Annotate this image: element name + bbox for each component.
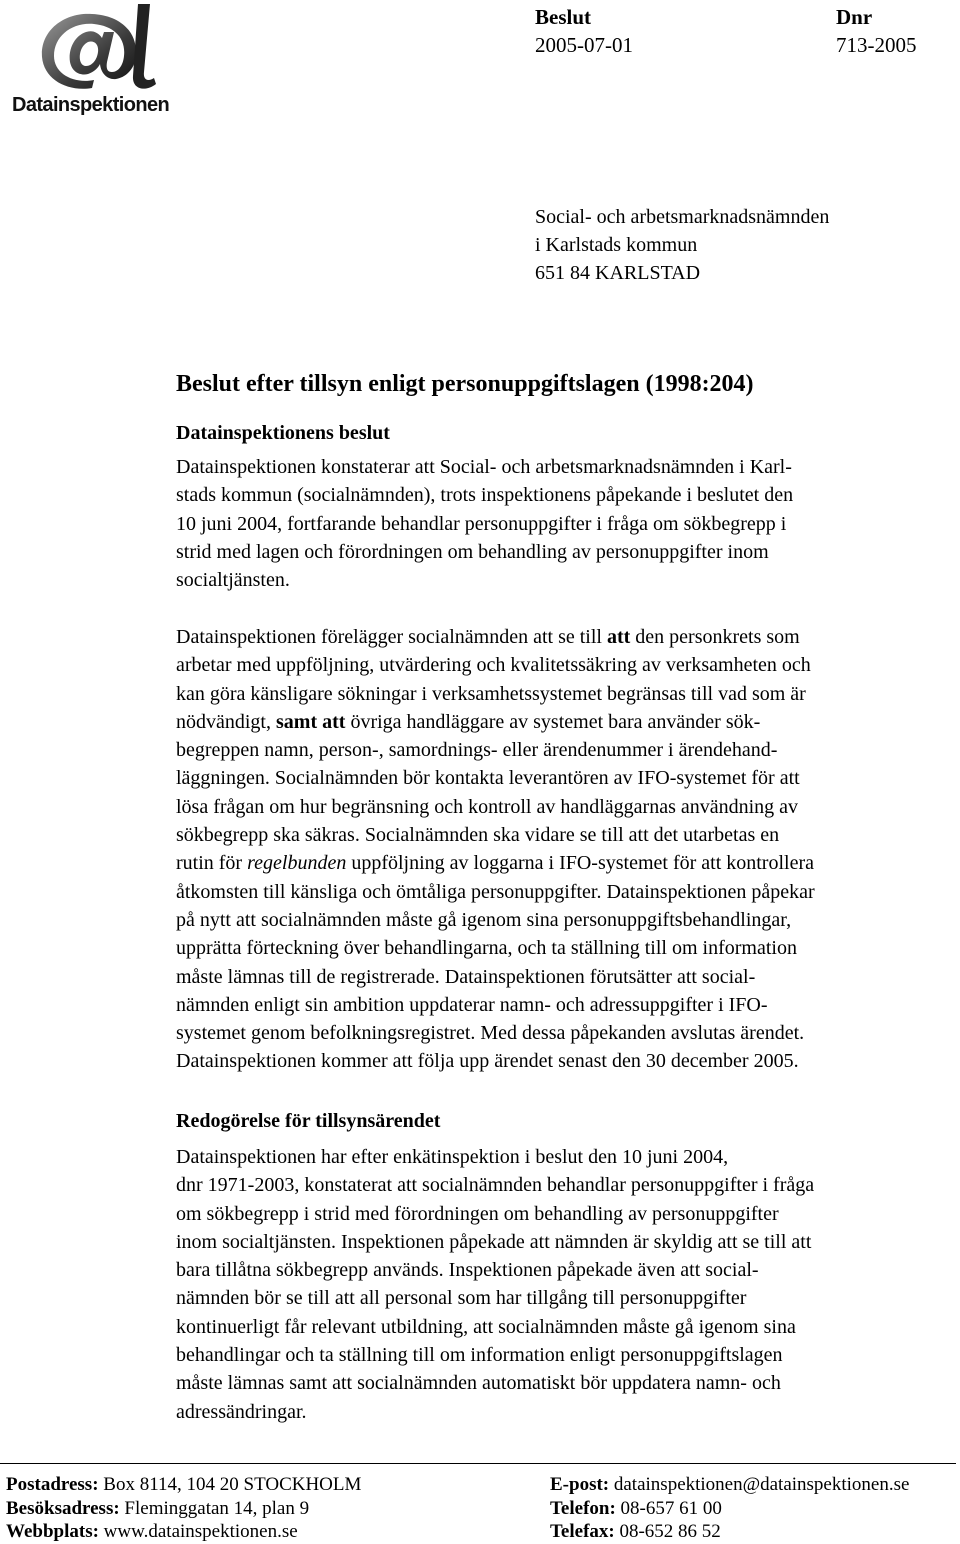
text-line: kontinuerligt får relevant utbildning, att socialnämnden måste gå igenom sina	[176, 1315, 796, 1338]
footer-divider	[0, 1463, 956, 1464]
text-line: inom socialtjänsten. Inspektionen påpekade att nämnden är skyldig att se till att	[176, 1230, 812, 1253]
text-line: kan göra känsligare sökningar i verksamhetssystemet begränsas till vad som är	[176, 682, 806, 705]
text-line: arbetar med uppföljning, utvärdering och kvalitetssäkring av verksamheten och	[176, 654, 811, 677]
recipient-line: i Karlstads kommun	[535, 234, 698, 256]
emphasis-samt-att: samt att	[276, 710, 346, 733]
text-line: Datainspektionen har efter enkätinspektion i beslut den 10 juni 2004,	[176, 1146, 729, 1168]
text-line: Datainspektionen förelägger socialnämnden att se till att den personkrets som	[176, 626, 800, 648]
text-line: 10 juni 2004, fortfarande behandlar personuppgifter i fråga om sökbegrepp i	[176, 512, 787, 535]
text-line: systemet genom befolkningsregistret. Med dessa påpekanden avslutas ärendet.	[176, 1022, 805, 1045]
text-line: behandlingar och ta ställning till om information enligt personuppgiftslagen	[176, 1344, 783, 1367]
document-title: Beslut efter tillsyn enligt personuppgiftslagen (1998:204)	[176, 371, 754, 397]
datainspektionen-logo	[10, 2, 170, 124]
section-heading-beslut: Datainspektionens beslut	[176, 422, 390, 444]
footer-epost: E-post: datainspektionen@datainspektionen.se	[550, 1474, 910, 1495]
at-sign-logo-icon	[30, 2, 180, 97]
text-line: rutin för regelbunden uppföljning av loggarna i IFO-systemet för att kontrollera	[176, 852, 814, 875]
paragraph-konstaterar	[176, 453, 956, 594]
text-line: nämnden bör se till att all personal som har tillgång till personuppgifter	[176, 1287, 747, 1310]
text-line: bara tillåtna sökbegrepp används. Inspektionen påpekade även att social-	[176, 1259, 759, 1282]
text-line: lösa frågan om hur begränsning och kontroll av handläggarnas användning av	[176, 795, 799, 818]
recipient-address	[535, 203, 829, 287]
text-line: stads kommun (socialnämnden), trots inspektionens påpekande i beslutet den	[176, 484, 794, 507]
emphasis-regelbunden: regelbunden	[247, 852, 347, 875]
text-line: strid med lagen och förordningen om behandling av personuppgifter inom	[176, 540, 769, 563]
text-line: adressändringar.	[176, 1400, 307, 1423]
dnr-label: Dnr	[836, 5, 873, 29]
footer-right	[550, 1473, 909, 1544]
text-line: nödvändigt, samt att övriga handläggare av systemet bara använder sök-	[176, 710, 761, 733]
text-line: på nytt att socialnämnden måste gå igenom sina personuppgiftsbehandlingar,	[176, 908, 792, 931]
dnr-number: 713-2005	[836, 33, 917, 57]
text-line: måste lämnas samt att socialnämnden automatiskt bör uppdatera namn- och	[176, 1372, 781, 1395]
text-line: socialtjänsten.	[176, 569, 290, 592]
recipient-line: Social- och arbetsmarknadsnämnden	[535, 206, 830, 228]
text-line: läggningen. Socialnämnden bör kontakta leverantören av IFO-systemet för att	[176, 767, 800, 790]
footer-telefax: Telefax: 08-652 86 52	[550, 1521, 721, 1542]
text-line: upprätta förteckning över behandlingarna, och ta ställning till om information	[176, 937, 797, 960]
paragraph-forelagger	[176, 623, 956, 1076]
paragraph-redogorelse	[176, 1143, 956, 1426]
text-line: dnr 1971-2003, konstaterat att socialnämnden behandlar personuppgifter i fråga	[176, 1174, 815, 1197]
footer-postadress: Postadress: Box 8114, 104 20 STOCKHOLM	[6, 1474, 362, 1495]
footer-telefon: Telefon: 08-657 61 00	[550, 1497, 722, 1519]
text-line: Datainspektionen konstaterar att Social- och arbetsmarknadsnämnden i Karl-	[176, 456, 792, 478]
text-line: sökbegrepp ska säkras. Socialnämnden ska vidare se till att det utarbetas en	[176, 824, 780, 847]
footer-left	[6, 1473, 361, 1544]
section-heading-redogorelse: Redogörelse för tillsynsärendet	[176, 1110, 441, 1132]
email-link[interactable]: datainspektionen@datainspektionen.se	[613, 1474, 910, 1495]
footer-besoksadress: Besöksadress: Fleminggatan 14, plan 9	[6, 1497, 310, 1519]
beslut-label: Beslut	[535, 5, 592, 29]
text-line: nämnden enligt sin ambition uppdaterar namn- och adressuppgifter i IFO-	[176, 993, 768, 1016]
text-line: om sökbegrepp i strid med förordningen om behandling av personuppgifter	[176, 1202, 779, 1225]
text-line: måste lämnas till de registrerade. Datainspektionen förutsätter att social-	[176, 965, 756, 988]
text-line: åtkomsten till känsliga och ömtåliga personuppgifter. Datainspektionen påpekar	[176, 880, 815, 903]
decision-date: 2005-07-01	[535, 33, 633, 57]
recipient-line: 651 84 KARLSTAD	[535, 262, 701, 284]
text-line: Datainspektionen kommer att följa upp ärendet senast den 30 december 2005.	[176, 1050, 799, 1073]
text-line: begreppen namn, person-, samordnings- eller ärendenummer i ärendehand-	[176, 739, 778, 762]
website-link[interactable]: www.datainspektionen.se	[103, 1521, 298, 1542]
logo-wordmark: Datainspektionen	[12, 94, 170, 116]
footer-webbplats: Webbplats: www.datainspektionen.se	[6, 1521, 298, 1542]
emphasis-att: att	[606, 626, 631, 648]
